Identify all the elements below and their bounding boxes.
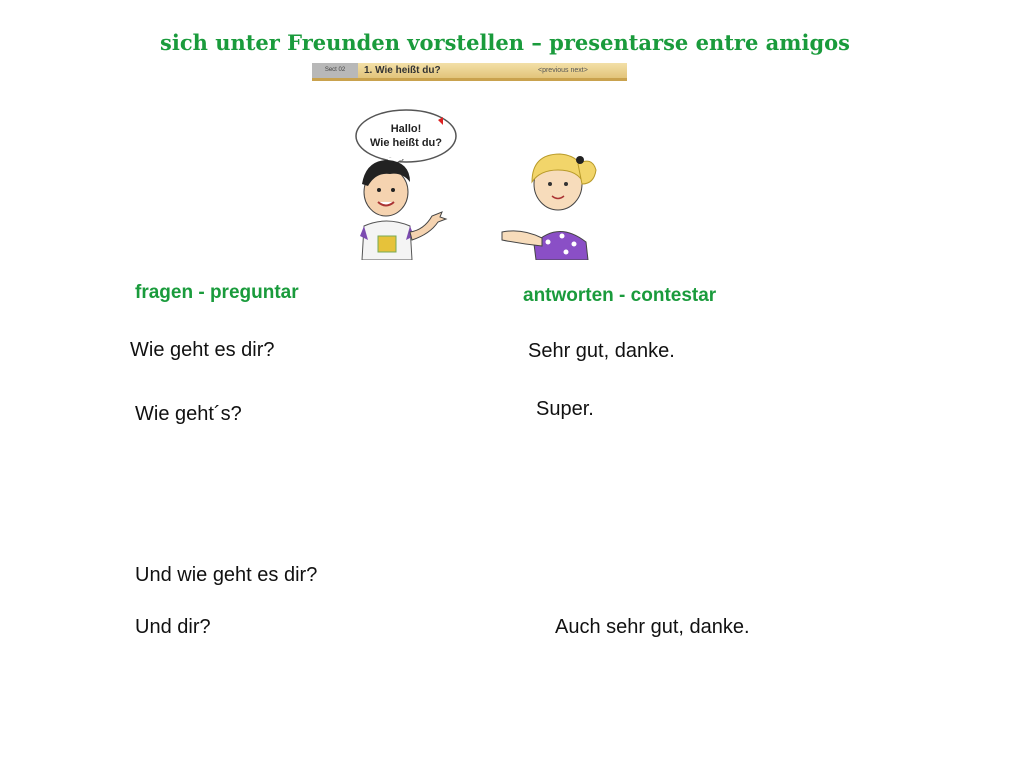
speech-line-1: Hallo! [390,123,422,135]
boy-figure [360,160,446,260]
ask-column-header: fragen - preguntar [135,282,299,303]
question-phrase: Wie geht´s? [135,403,242,425]
answer-phrase: Sehr gut, danke. [528,340,675,362]
banner-title: 1. Wie heißt du? [364,65,441,76]
kids-illustration [352,108,612,260]
banner-nav: <previous next> [538,67,588,74]
banner-section-label: Sect 02 [312,63,358,78]
page-title: sich unter Freunden vorstellen – presentarse entre amigos [160,30,850,55]
answer-phrase: Super. [536,398,594,420]
lesson-banner [312,63,627,81]
speech-line-2: Wie heißt du? [369,137,443,149]
girl-figure [502,154,596,260]
question-phrase: Und wie geht es dir? [135,564,318,586]
answer-column-header: antworten - contestar [523,285,717,306]
question-phrase: Und dir? [135,616,211,638]
answer-phrase: Auch sehr gut, danke. [555,616,750,638]
speech-bubble [356,110,456,172]
question-phrase: Wie geht es dir? [130,339,275,361]
